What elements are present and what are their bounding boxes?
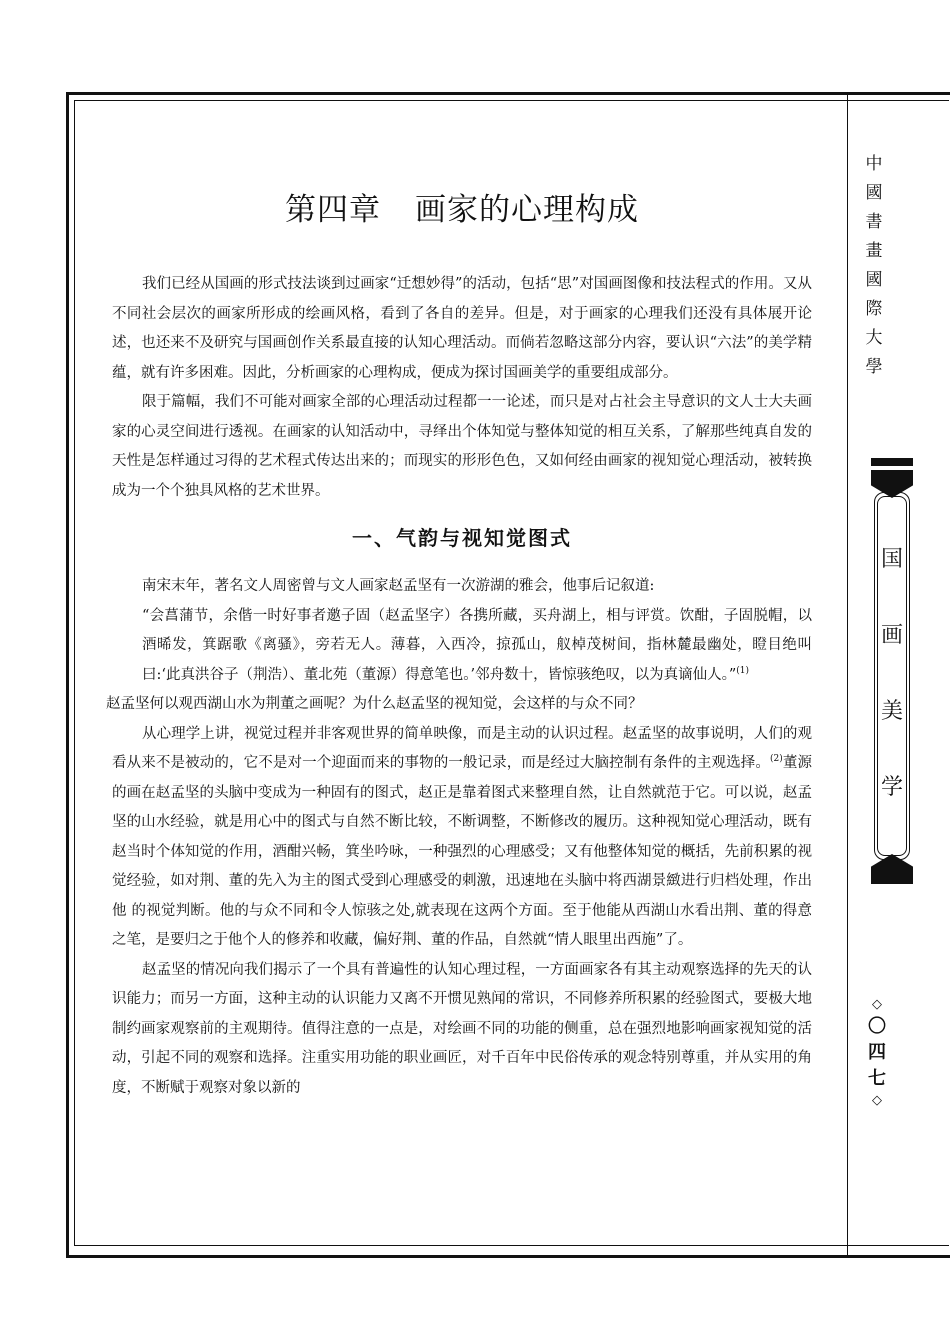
paragraph-3: 南宋末年，著名文人周密曾与文人画家赵孟坚有一次游湖的雅会，他事后记叙道: [142, 578, 655, 594]
chapter-title [112, 190, 812, 230]
paragraph-5-part-a: 从心理学上讲，视觉过程并非客观世界的简单映像，而是主动的认识过程。赵孟坚的故事说明，人们的观看从来不是被动的，它不是对一个迎面而来的事物的一般记录，而是经过大脑控制有条件的主观选择。 [112, 725, 812, 771]
school-char: 中 [865, 154, 883, 174]
book-title-vertical [871, 542, 913, 846]
book-title-char: 国 [880, 547, 903, 572]
footnote-marker-1: (1) [736, 665, 750, 676]
paragraph-5 [112, 720, 812, 956]
paragraph-1: 我们已经从国画的形式技法谈到过画家“迁想妙得”的活动，包括“思”对国画图像和技法程式的作用。又从不同社会层次的画家所形成的绘画风格，看到了各自的差异。但是，对于画家的心理我们还没有具体展开论述，也还来不及研究与国画创作关系最直接的认知心理活动。而倘若忽略这部分内容，要认识“六法”的美学精蕴，就有许多困难。因此，分析画家的心理构成，便成为探讨国画美学的重要组成部分。 [112, 276, 812, 381]
school-char: 國 [865, 183, 883, 203]
page-digit: 〇 [868, 1016, 886, 1037]
spine-divider [847, 92, 848, 1255]
chapter-heading: 画家的心理构成 [415, 192, 639, 228]
book-title-char: 画 [880, 623, 903, 648]
paragraph-2: 限于篇幅，我们不可能对画家全部的心理活动过程都一一论述，而只是对占社会主导意识的文人士大夫画家的心灵空间进行透视。在画家的认知活动中，寻绎出个体知觉与整体知觉的相互关系，了解那些纯真自发的天性是怎样通过习得的艺术程式传达出来的；而现实的形形色色，又如何经由画家的视知觉心理活动，被转换成为一个个独具风格的艺术世界。 [112, 394, 812, 499]
main-text [106, 190, 813, 1103]
school-char: 書 [865, 212, 883, 232]
school-char: 大 [865, 328, 883, 348]
paragraph-4: 赵孟坚何以观西湖山水为荆董之画呢？为什么赵孟坚的视知觉，会这样的与众不同？ [106, 696, 643, 712]
diamond-icon: ◇ [872, 997, 882, 1012]
page-number [862, 996, 892, 1110]
book-title-char: 美 [880, 699, 903, 724]
banner-bottom-bar [871, 876, 913, 884]
diamond-icon: ◇ [872, 1093, 882, 1108]
block-quote [112, 602, 812, 691]
school-name-vertical [862, 150, 886, 382]
book-title-banner [871, 470, 913, 882]
footnote-marker-2: (2) [770, 754, 783, 764]
page-digit: 四 [868, 1042, 886, 1063]
paragraph-6: 赵孟坚的情况向我们揭示了一个具有普遍性的认知心理过程，一方面画家各有其主动观察选择的先天的认识能力；而另一方面，这种主动的认识能力又离不开惯见熟闻的常识，不同修养所积累的经验图式，要极大地制约画家观察前的主观期待。值得注意的一点是，对绘画不同的功能的侧重，总在强烈地影响画家视知觉的活动，引起不同的观察和选择。注重实用功能的职业画匠，对千百年中民俗传承的观念特别尊重，并从实用的角度，不断赋于观察对象以新的 [112, 961, 812, 1096]
school-char: 際 [865, 299, 883, 319]
paragraph-5-part-b: 董源的画在赵孟坚的头脑中变成为一种固有的图式，赵正是靠着图式来整理自然，让自然就范于它。可以说，赵孟坚的山水经验，就是用心中的图式与自然不断比较，不断调整，不断修改的履历。这种视知觉心理活动，既有赵当时个体知觉的作用，酒酣兴畅，箕坐吟咏，一种强烈的心理感受；又有他整体知觉的概括，先前积累的视觉经验，如对荆、董的先入为主的图式受到心理感受的刺激，迅速地在头脑中将西湖景緻进行归档处理，作出他 的视觉判断。他的与众不同和令人惊骇之处,就表现在这两个方面。至于他能从西湖山水看出荆、董的得意之笔，是要归之于他个人的修养和收藏，偏好荆、董的作品，自然就“情人眼里出西施”了。 [112, 755, 813, 948]
chapter-number: 第四章 [285, 192, 381, 228]
school-char: 國 [865, 270, 883, 290]
school-char: 學 [865, 357, 883, 377]
quote-text: “会菖蒲节，余偕一时好事者邀子固（赵孟坚字）各携所藏，买舟湖上，相与评赏。饮酣，子固脱帽，以酒晞发，箕踞歌《离骚》，旁若无人。薄暮，入西冷，掠孤山，舣棹茂树间，指林麓最幽处，瞪目绝叫曰:‘此真洪谷子（荆浩）、董北苑（董源）得意笔也。’邻舟数十，皆惊骇绝叹，以为真谪仙人。” [142, 607, 812, 683]
banner-top-bar [871, 458, 913, 466]
page-digit: 七 [868, 1068, 886, 1089]
school-char: 畫 [865, 241, 883, 261]
section-title: 一、气韵与视知觉图式 [352, 526, 572, 550]
book-title-char: 学 [880, 775, 903, 800]
